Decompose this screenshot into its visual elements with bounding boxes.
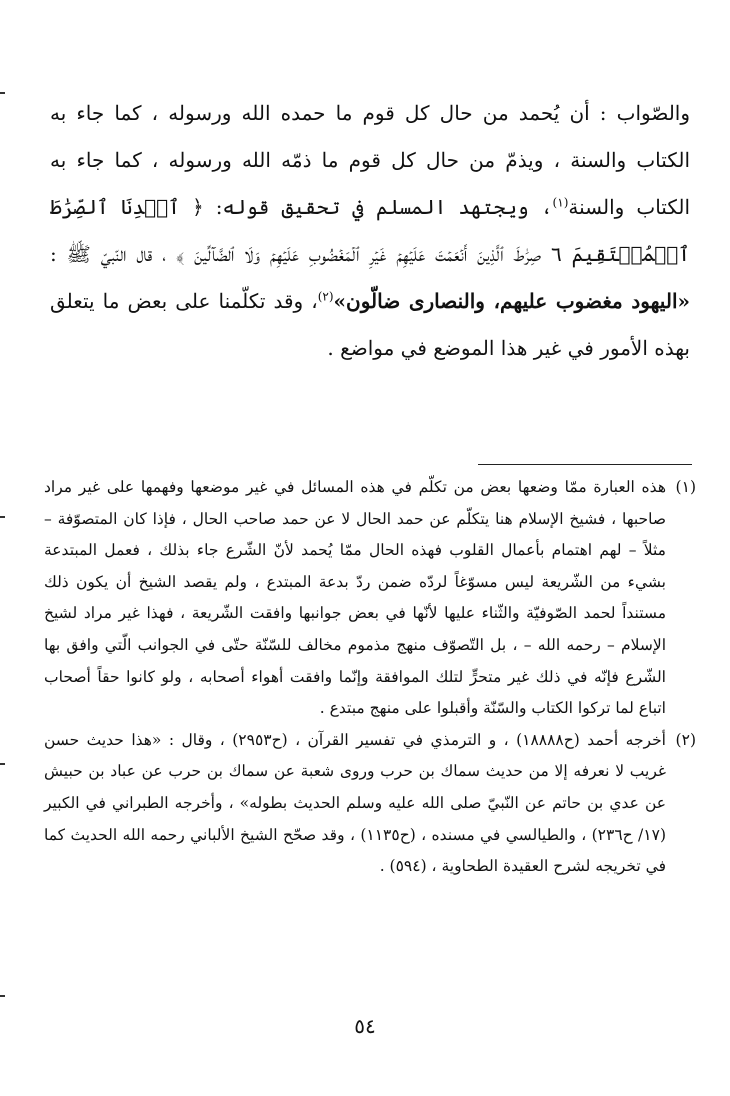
margin-mark (0, 763, 5, 765)
footnote-text: هذه العبارة ممّا وضعها بعض من تكلّم في هذه المسائل في غير موضعها وفهمها على غير مراد صاحبها ، فشيخ الإسلام هنا يتكلّم عن حمد الحال لا عن حمد صاحب الحال ، فإذا كان المتصوّفة – مثلاً – لهم اهتمام بأعمال القلوب فهذه الحال ممّا يُحمد لأنّ الشّرع جاء بذلك ، فعمل المبتدعة بشيء من الشّريعة ليس مسوّغاً لردّه ضمن ردّ بدعة المبتدع ، ولم يقصد الشيخ أن يكون ذلك مستنداً لحمد الصّوفيّة والثّناء عليها لأنّها في بعض جوانبها وافقت الشّريعة ، فهذا غير مراد لشيخ الإسلام – رحمه الله – ، بل التّصوّف منهج مذموم مخالف للسّنّة حتّى في الجوانب الّتي وافق بها الشّرع فإنّه في ذلك غير متحرٍّ لتلك الموافقة وإنّما وافقت أهواء أصحابه ، ولو كانوا حقاً أصحاب اتباع لما تركوا الكتاب والسّنّة وأقبلوا على منهج مبتدع . (44, 478, 666, 718)
footnote-ref: (١) (552, 195, 569, 210)
hadith-quote: «اليهود مغضوب عليهم، والنصارى ضالّون» (333, 289, 690, 313)
paragraph-text: ويجتهد المسلم في تحقيق قوله: (215, 195, 529, 219)
margin-mark (0, 516, 5, 518)
main-paragraph (50, 90, 690, 372)
footnote-ref: (٢) (317, 289, 334, 304)
margin-mark (0, 92, 5, 94)
footnote (44, 725, 696, 883)
footnote-number: (١) (675, 478, 696, 496)
paragraph-text: ، وقد تكلّمنا على بعض ما يتعلق بهذه الأمور في غير هذا الموضع في مواضع . (50, 289, 690, 360)
footnote (44, 472, 696, 725)
footnote-text: أخرجه أحمد (ح١٨٨٨٨) ، و الترمذي في تفسير القرآن ، (ح٢٩٥٣) ، وقال : «هذا حديث حسن غريب لا نعرفه إلا من حديث سماك بن حرب وروى شعبة عن سماك بن حرب عن عباد بن حبيش عن عدي بن حاتم عن النّبيّ صلى الله عليه وسلم الحديث بطوله» ، وأخرجه الطبراني في الكبير (١٧/ ح٢٣٦) ، والطيالسي في مسنده ، (ح١١٣٥) ، وقد صحّح الشيخ الألباني رحمه الله الحديث كما في تخريجه لشرح العقيدة الطحاوية ، (٥٩٤) . (44, 730, 666, 876)
page-number: ٥٤ (354, 1014, 376, 1038)
paragraph-text: ، (540, 195, 553, 219)
main-text (50, 90, 690, 372)
quran-verse: ﴿ ٱهۡدِنَا ٱلصِّرَٰطَ ٱلۡمُسۡتَقِيمَ ٦ صِرَٰطَ ٱلَّذِينَ أَنۡعَمۡتَ عَلَيۡهِمۡ غَيۡرِ ٱلۡمَغۡضُوبِ عَلَيۡهِمۡ وَلَا ٱلضَّآلِّينَ ﴾ (50, 195, 690, 266)
paragraph-text: ، قال النّبيّ ﷺ : (50, 242, 167, 266)
footnotes (44, 472, 696, 883)
footnote-number: (٢) (675, 730, 696, 749)
footnote-divider (478, 464, 692, 465)
paragraph-text: والصّواب : أن يُحمد من حال كل قوم ما حمده الله ورسوله ، كما جاء به الكتاب والسنة ، ويذمّ من حال كل قوم ما ذمّه الله ورسوله ، كما جاء به الكتاب والسنة (50, 101, 691, 219)
margin-mark (0, 995, 5, 997)
